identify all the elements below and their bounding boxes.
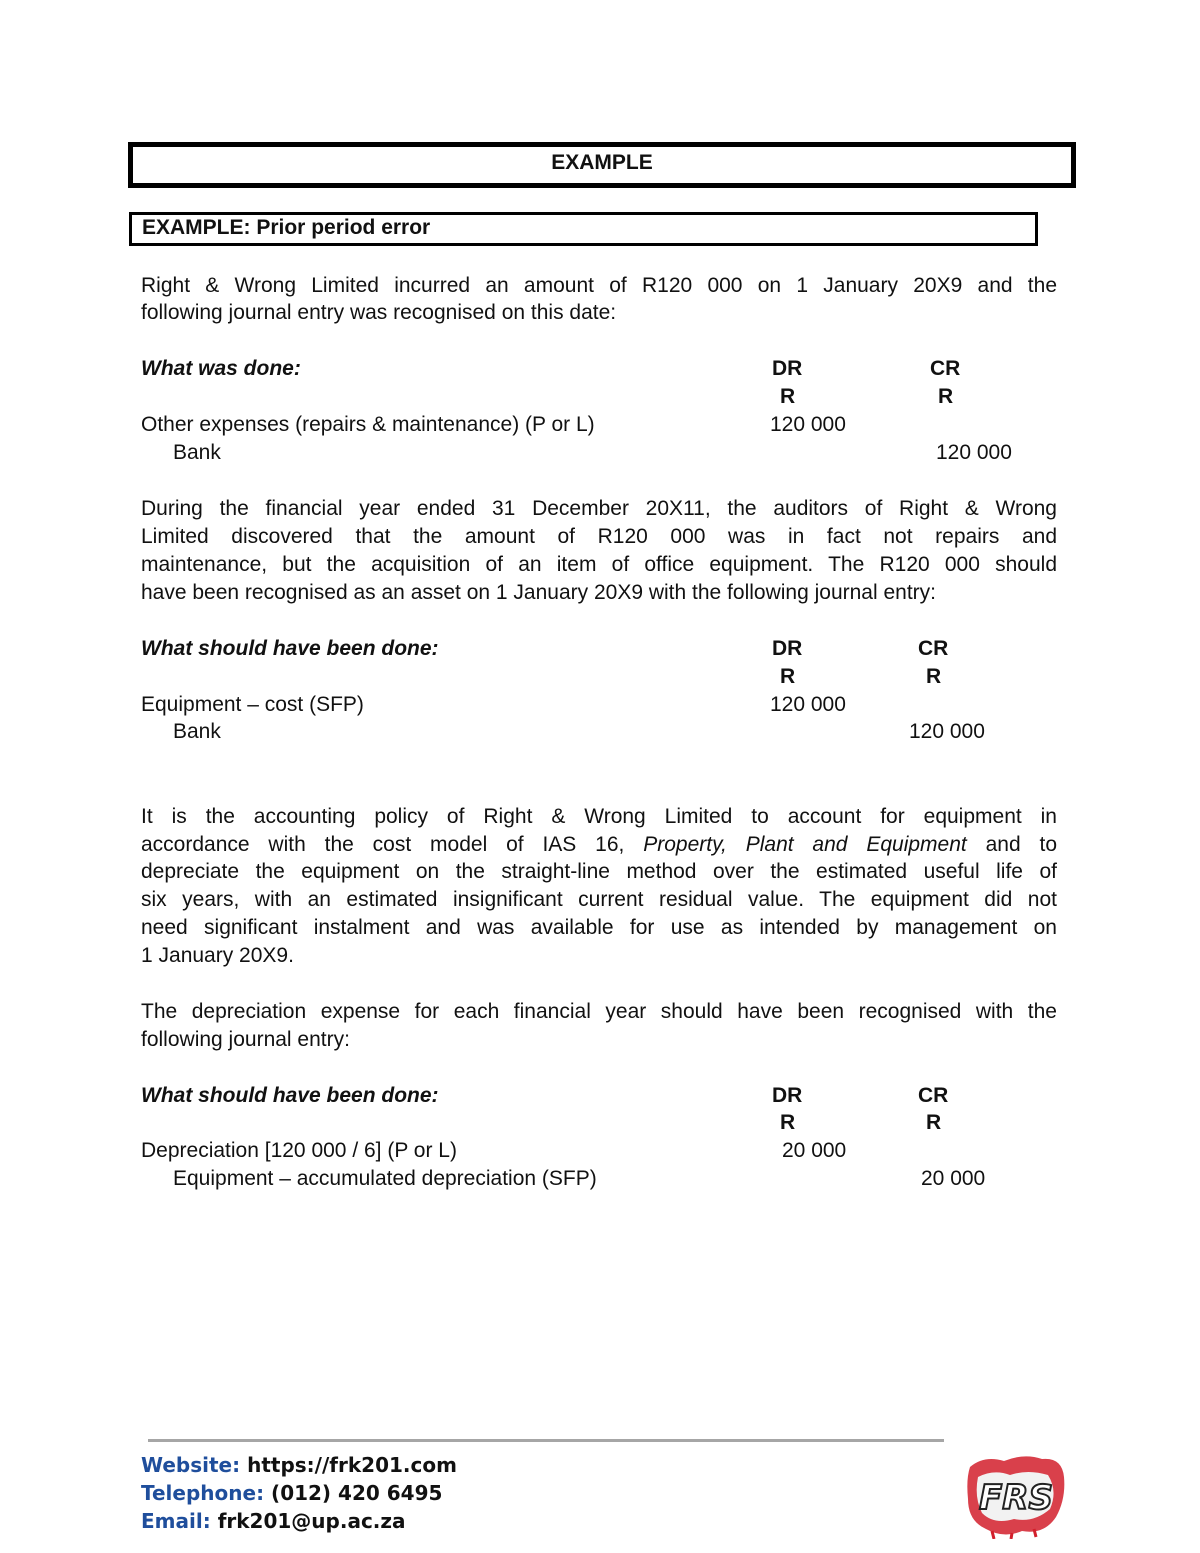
para3-line2 bbox=[141, 831, 1057, 859]
journal2-heading: What should have been done: bbox=[141, 637, 439, 660]
journal2-row2-account: Bank bbox=[173, 720, 221, 743]
footer-website bbox=[141, 1451, 457, 1479]
journal2-cr-header: CR bbox=[918, 637, 949, 660]
para1-line2: following journal entry was recognised on this date: bbox=[141, 301, 617, 324]
para4-line1: The depreciation expense for each financial year should have been recognised with the bbox=[141, 1000, 1057, 1023]
footer-divider bbox=[148, 1439, 944, 1442]
journal1-row1-account: Other expenses (repairs & maintenance) (P or L) bbox=[141, 413, 595, 436]
journal2-row2-cr: 120 000 bbox=[909, 720, 985, 743]
email-link[interactable]: frk201@up.ac.za bbox=[217, 1509, 406, 1533]
header-title: EXAMPLE bbox=[551, 151, 653, 174]
para4-line2: following journal entry: bbox=[141, 1028, 350, 1051]
journal2-row1-account: Equipment – cost (SFP) bbox=[141, 693, 364, 716]
example-header-box bbox=[128, 142, 1076, 188]
para3-line2-post: and to bbox=[985, 833, 1057, 856]
journal3-row1-account: Depreciation [120 000 / 6] (P or L) bbox=[141, 1139, 457, 1162]
journal2-dr-unit: R bbox=[780, 665, 796, 688]
journal3-row2-cr: 20 000 bbox=[921, 1167, 986, 1190]
website-link[interactable]: https://frk201.com bbox=[247, 1453, 457, 1477]
para3-line2-pre: accordance with the cost model of IAS 16, bbox=[141, 833, 625, 856]
journal1-row1-dr: 120 000 bbox=[770, 413, 846, 436]
logo-text: FRS bbox=[979, 1478, 1053, 1518]
para2-line2: Limited discovered that the amount of R120 000 was in fact not repairs and bbox=[141, 525, 1057, 548]
para1-line1: Right & Wrong Limited incurred an amount of R120 000 on 1 January 20X9 and the bbox=[141, 274, 1057, 297]
journal1-dr-header: DR bbox=[772, 357, 803, 380]
journal1-dr-unit: R bbox=[780, 385, 796, 408]
telephone-label: Telephone: bbox=[141, 1481, 265, 1505]
journal1-row2-cr: 120 000 bbox=[936, 441, 1012, 464]
journal1-heading: What was done: bbox=[141, 357, 301, 380]
journal3-row2-account: Equipment – accumulated depreciation (SFP) bbox=[173, 1167, 597, 1190]
journal2-dr-header: DR bbox=[772, 637, 803, 660]
para3-line5: need significant instalment and was available for use as intended by management on bbox=[141, 916, 1057, 939]
journal3-heading: What should have been done: bbox=[141, 1084, 439, 1107]
para2-line3: maintenance, but the acquisition of an item of office equipment. The R120 000 should bbox=[141, 553, 1057, 576]
journal3-dr-header: DR bbox=[772, 1084, 803, 1107]
journal1-cr-header: CR bbox=[930, 357, 961, 380]
para2-line4: have been recognised as an asset on 1 January 20X9 with the following journal entry: bbox=[141, 581, 937, 604]
website-label: Website: bbox=[141, 1453, 241, 1477]
example-title: EXAMPLE: Prior period error bbox=[142, 216, 431, 239]
journal1-row2-account: Bank bbox=[173, 441, 221, 464]
journal3-row1-dr: 20 000 bbox=[782, 1139, 847, 1162]
para2-line1: During the financial year ended 31 December 20X11, the auditors of Right & Wrong bbox=[141, 497, 1057, 520]
email-label: Email: bbox=[141, 1509, 211, 1533]
ias16-title: Property, Plant and Equipment bbox=[643, 833, 967, 856]
telephone-value: (012) 420 6495 bbox=[271, 1481, 443, 1505]
journal2-row1-dr: 120 000 bbox=[770, 693, 846, 716]
frs-logo-icon bbox=[964, 1447, 1068, 1539]
para3-line6: 1 January 20X9. bbox=[141, 944, 294, 967]
para3-line3: depreciate the equipment on the straight-line method over the estimated useful life of bbox=[141, 860, 1057, 883]
para3-line1: It is the accounting policy of Right & Wrong Limited to account for equipment in bbox=[141, 805, 1057, 828]
footer-email bbox=[141, 1507, 406, 1535]
footer-telephone bbox=[141, 1479, 442, 1507]
para3-line4: six years, with an estimated insignificant current residual value. The equipment did not bbox=[141, 888, 1057, 911]
journal3-dr-unit: R bbox=[780, 1111, 796, 1134]
journal3-cr-header: CR bbox=[918, 1084, 949, 1107]
journal2-cr-unit: R bbox=[926, 665, 942, 688]
journal1-cr-unit: R bbox=[938, 385, 954, 408]
journal3-cr-unit: R bbox=[926, 1111, 942, 1134]
example-title-box bbox=[129, 212, 1038, 246]
